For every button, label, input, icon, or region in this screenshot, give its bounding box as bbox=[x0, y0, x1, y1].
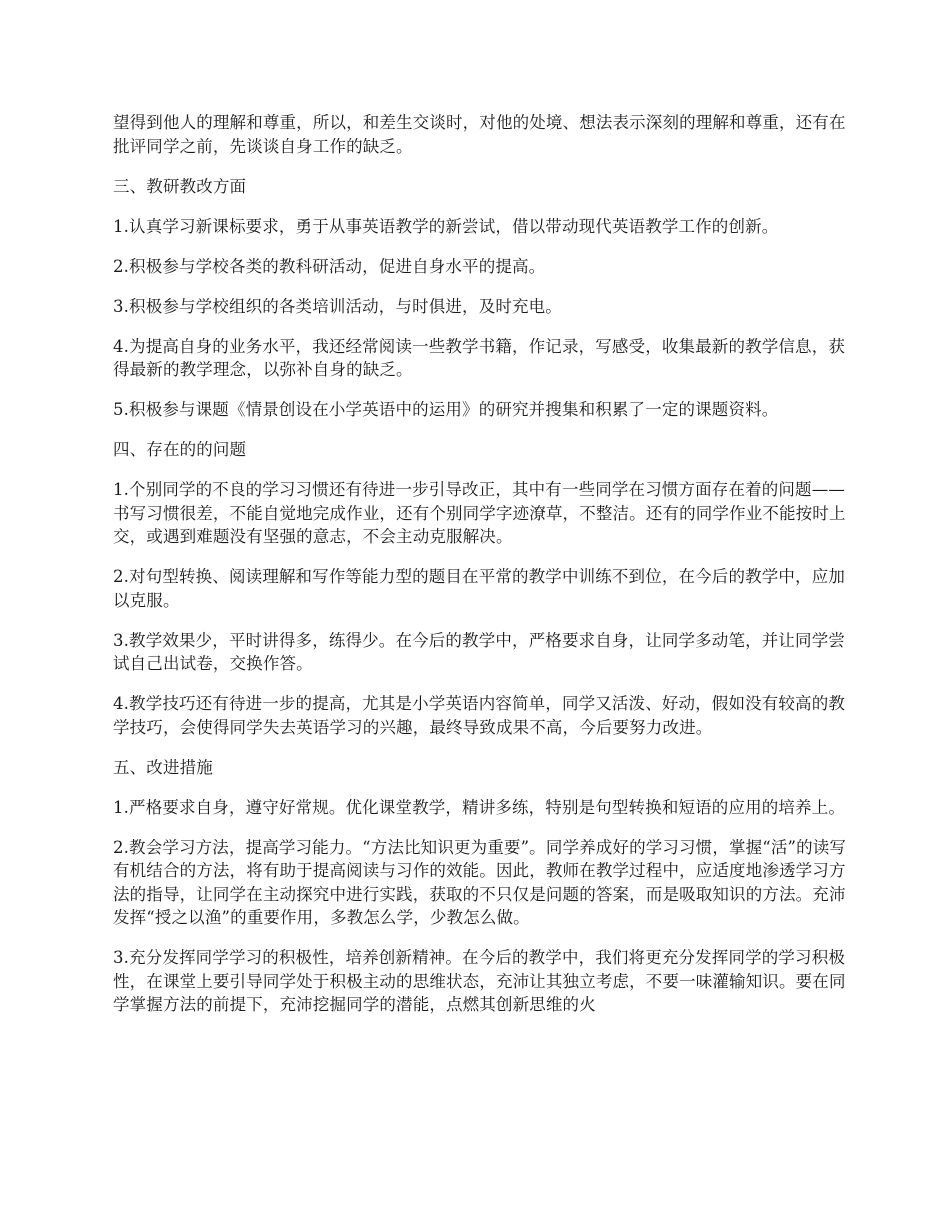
paragraph-improvement-3: 3.充分发挥同学学习的积极性，培养创新精神。在今后的教学中，我们将更充分发挥同学的学习积极性，在课堂上要引导同学处于积极主动的思维状态，充沛让其独立考虑，不要一味灌输知识。要在同学掌握方法的前提下，充沛挖掘同学的潜能，点燃其创新思维的火 bbox=[113, 948, 846, 1014]
paragraph-research-2: 2.积极参与学校各类的教科研活动，促进自身水平的提高。 bbox=[113, 256, 546, 276]
paragraph-problem-4: 4.教学技巧还有待进一步的提高，尤其是小学英语内容简单，同学又活泼、好动，假如没有较高的教学技巧，会使得同学失去英语学习的兴趣，最终导致成果不高，今后要努力改进。 bbox=[113, 694, 845, 737]
paragraph-research-5: 5.积极参与课题《情景创设在小学英语中的运用》的研究并搜集和积累了一定的课题资料。 bbox=[113, 400, 779, 419]
paragraph-intro-continuation: 望得到他人的理解和尊重，所以，和差生交谈时，对他的处境、想法表示深刻的理解和尊重，还有在批评同学之前，先谈谈自身工作的缺乏。 bbox=[113, 113, 846, 156]
paragraph-research-4: 4.为提高自身的业务水平，我还经常阅读一些教学书籍，作记录，写感受，收集最新的教学信息，获得最新的教学理念，以弥补自身的缺乏。 bbox=[113, 336, 845, 379]
paragraph-problem-2: 2.对句型转换、阅读理解和写作等能力型的题目在平常的教学中训练不到位，在今后的教学中，应加以克服。 bbox=[113, 567, 845, 610]
paragraph-improvement-1: 1.严格要求自身，遵守好常规。优化课堂教学，精讲多练，特别是句型转换和短语的应用的培养上。 bbox=[113, 797, 845, 817]
paragraph-problem-3: 3.教学效果少，平时讲得多，练得少。在今后的教学中，严格要求自身，让同学多动笔，并让同学尝试自己出试卷，交换作答。 bbox=[113, 630, 845, 673]
paragraph-problem-1: 1.个别同学的不良的学习习惯还有待进一步引导改正，其中有一些同学在习惯方面存在着的问题——书写习惯很差，不能自觉地完成作业，还有个别同学字迹潦草，不整洁。还有的同学作业不能按时上交，或遇到难题没有坚强的意志，不会主动克服解决。 bbox=[113, 480, 846, 546]
section-heading-research-reform: 三、教研教改方面 bbox=[113, 176, 247, 196]
section-heading-problems: 四、存在的的问题 bbox=[113, 440, 247, 459]
document-page bbox=[113, 111, 848, 1033]
paragraph-research-3: 3.积极参与学校组织的各类培训活动，与时俱进，及时充电。 bbox=[113, 296, 562, 316]
paragraph-research-1: 1.认真学习新课标要求，勇于从事英语教学的新尝试，借以带动现代英语教学工作的创新。 bbox=[113, 216, 779, 236]
paragraph-improvement-2: 2.教会学习方法，提高学习能力。“方法比知识更为重要”。同学养成好的学习习惯，掌握“活”的读写有机结合的方法，将有助于提高阅读与习作的效能。因此，教师在教学过程中，应适度地渗透学习方法的指导，让同学在主动探究中进行实践，获取的不只仅是问题的答案，而是吸取知识的方法。充沛发挥“授之以渔”的重要作用，多教怎么学，少教怎么做。 bbox=[113, 837, 847, 927]
section-heading-improvements: 五、改进措施 bbox=[113, 757, 213, 777]
